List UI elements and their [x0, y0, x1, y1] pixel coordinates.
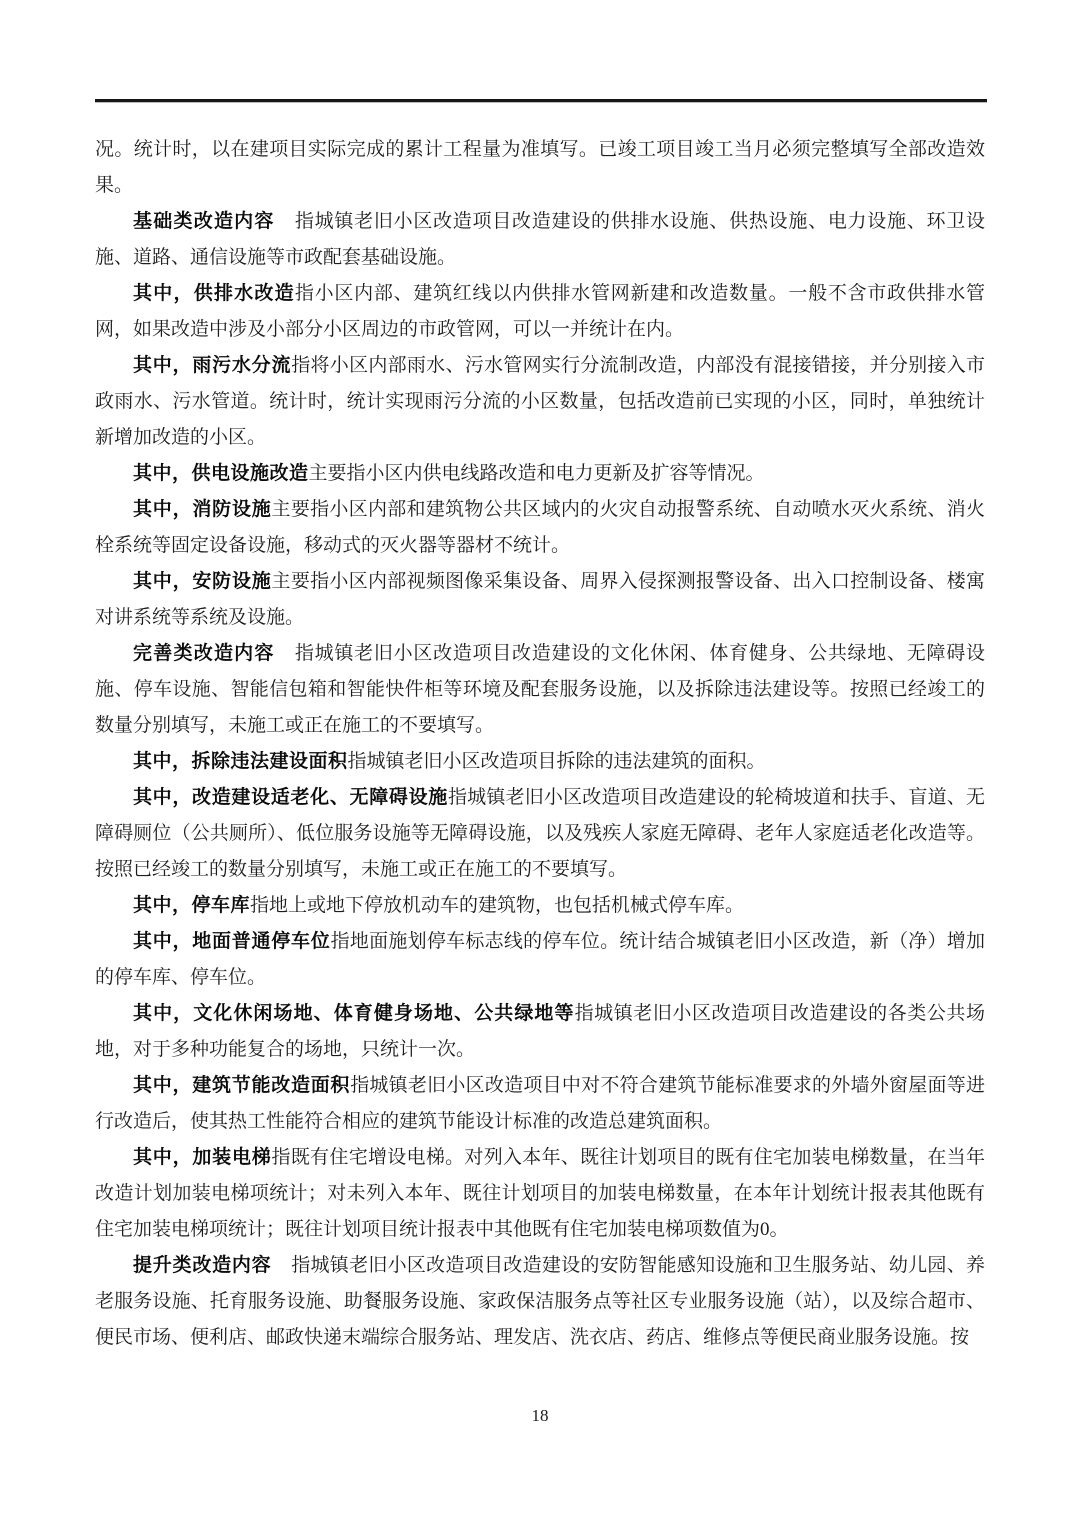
- paragraph: [95, 888, 985, 924]
- paragraph-lead-bold: 其中，消防设施: [133, 499, 272, 520]
- paragraph: [95, 204, 985, 276]
- paragraph: [95, 492, 985, 564]
- paragraph-text: 指小区内部、建筑红线以内供排水管网新建和改造数量。一般不含市政供排水管网，如果改造中涉及小部分小区周边的市政管网，可以一并统计在内。: [95, 283, 985, 340]
- paragraph: [95, 1140, 985, 1248]
- paragraph-text: 指城镇老旧小区改造项目改造建设的轮椅坡道和扶手、盲道、无障碍厕位（公共厕所）、低位服务设施等无障碍设施，以及残疾人家庭无障碍、老年人家庭适老化改造等。按照已经竣工的数量分别填写，未施工或正在施工的不要填写。: [95, 787, 985, 880]
- paragraph-lead-bold: 其中，文化休闲场地、体育健身场地、公共绿地等: [133, 1003, 575, 1024]
- paragraph-lead-bold: 其中，建筑节能改造面积: [133, 1075, 351, 1096]
- paragraph: [95, 276, 985, 348]
- paragraph-text: 指将小区内部雨水、污水管网实行分流制改造，内部没有混接错接，并分别接入市政雨水、污水管道。统计时，统计实现雨污分流的小区数量，包括改造前已实现的小区，同时，单独统计新增加改造的小区。: [95, 355, 985, 448]
- paragraph: [95, 348, 985, 456]
- page-number: 18: [531, 1406, 549, 1425]
- paragraph-text: 指城镇老旧小区改造项目拆除的违法建筑的面积。: [347, 751, 766, 772]
- header-rule: [95, 99, 987, 103]
- paragraph: [95, 132, 985, 204]
- paragraph-text: 指地上或地下停放机动车的建筑物，也包括机械式停车库。: [250, 895, 745, 916]
- paragraph-lead-bold: 基础类改造内容: [133, 211, 295, 232]
- paragraph-text: 主要指小区内供电线路改造和电力更新及扩容等情况。: [308, 463, 765, 484]
- paragraph-lead-bold: 提升类改造内容: [133, 1255, 292, 1276]
- paragraph-text: 指城镇老旧小区改造项目中对不符合建筑节能标准要求的外墙外窗屋面等进行改造后，使其热工性能符合相应的建筑节能设计标准的改造总建筑面积。: [95, 1075, 985, 1132]
- paragraph: [95, 1068, 985, 1140]
- paragraph-text: 指城镇老旧小区改造项目改造建设的文化休闲、体育健身、公共绿地、无障碍设施、停车设施、智能信包箱和智能快件柜等环境及配套服务设施，以及拆除违法建设等。按照已经竣工的数量分别填写，未施工或正在施工的不要填写。: [95, 643, 985, 736]
- paragraph-lead-bold: 其中，拆除违法建设面积: [133, 751, 348, 772]
- paragraph-text: 指既有住宅增设电梯。对列入本年、既往计划项目的既有住宅加装电梯数量，在当年改造计划加装电梯项统计；对未列入本年、既往计划项目的加装电梯数量，在本年计划统计报表其他既有住宅加装电梯项统计；既往计划项目统计报表中其他既有住宅加装电梯项数值为0。: [95, 1147, 985, 1240]
- paragraph-lead-bold: 其中，改造建设适老化、无障碍设施: [133, 787, 448, 808]
- paragraph-text: 指地面施划停车标志线的停车位。统计结合城镇老旧小区改造，新（净）增加的停车库、停车位。: [95, 931, 985, 988]
- paragraph-lead-bold: 其中，供电设施改造: [133, 463, 309, 484]
- paragraph-text: 主要指小区内部视频图像采集设备、周界入侵探测报警设备、出入口控制设备、楼寓对讲系统等系统及设施。: [95, 571, 985, 628]
- paragraph: [95, 780, 985, 888]
- paragraph: [95, 924, 985, 996]
- paragraph-lead-bold: 其中，停车库: [133, 895, 251, 916]
- paragraph: [95, 744, 985, 780]
- paragraph: [95, 996, 985, 1068]
- paragraph-lead-bold: 完善类改造内容: [133, 643, 295, 664]
- paragraph-text: 指城镇老旧小区改造项目改造建设的供排水设施、供热设施、电力设施、环卫设施、道路、通信设施等市政配套基础设施。: [95, 211, 985, 268]
- paragraph-text: 主要指小区内部和建筑物公共区域内的火灾自动报警系统、自动喷水灭火系统、消火栓系统等固定设备设施，移动式的灭火器等器材不统计。: [95, 499, 985, 556]
- document-body: [95, 132, 985, 1356]
- paragraph-lead-bold: 其中，雨污水分流: [133, 355, 292, 376]
- paragraph: [95, 636, 985, 744]
- paragraph-text: 指城镇老旧小区改造项目改造建设的安防智能感知设施和卫生服务站、幼儿园、养老服务设施、托育服务设施、助餐服务设施、家政保洁服务点等社区专业服务设施（站），以及综合超市、便民市场、便利店、邮政快递末端综合服务站、理发店、洗衣店、药店、维修点等便民商业服务设施。按: [95, 1255, 985, 1348]
- paragraph-lead-bold: 其中，供排水改造: [133, 283, 295, 304]
- paragraph-text: 指城镇老旧小区改造项目改造建设的各类公共场地，对于多种功能复合的场地，只统计一次。: [95, 1003, 985, 1060]
- paragraph-lead-bold: 其中，地面普通停车位: [133, 931, 331, 952]
- paragraph: [95, 564, 985, 636]
- paragraph-lead-bold: 其中，安防设施: [133, 571, 272, 592]
- paragraph: [95, 456, 985, 492]
- paragraph-text: 况。统计时，以在建项目实际完成的累计工程量为准填写。已竣工项目竣工当月必须完整填写全部改造效果。: [95, 139, 985, 196]
- paragraph: [95, 1248, 985, 1356]
- paragraph-lead-bold: 其中，加装电梯: [133, 1147, 272, 1168]
